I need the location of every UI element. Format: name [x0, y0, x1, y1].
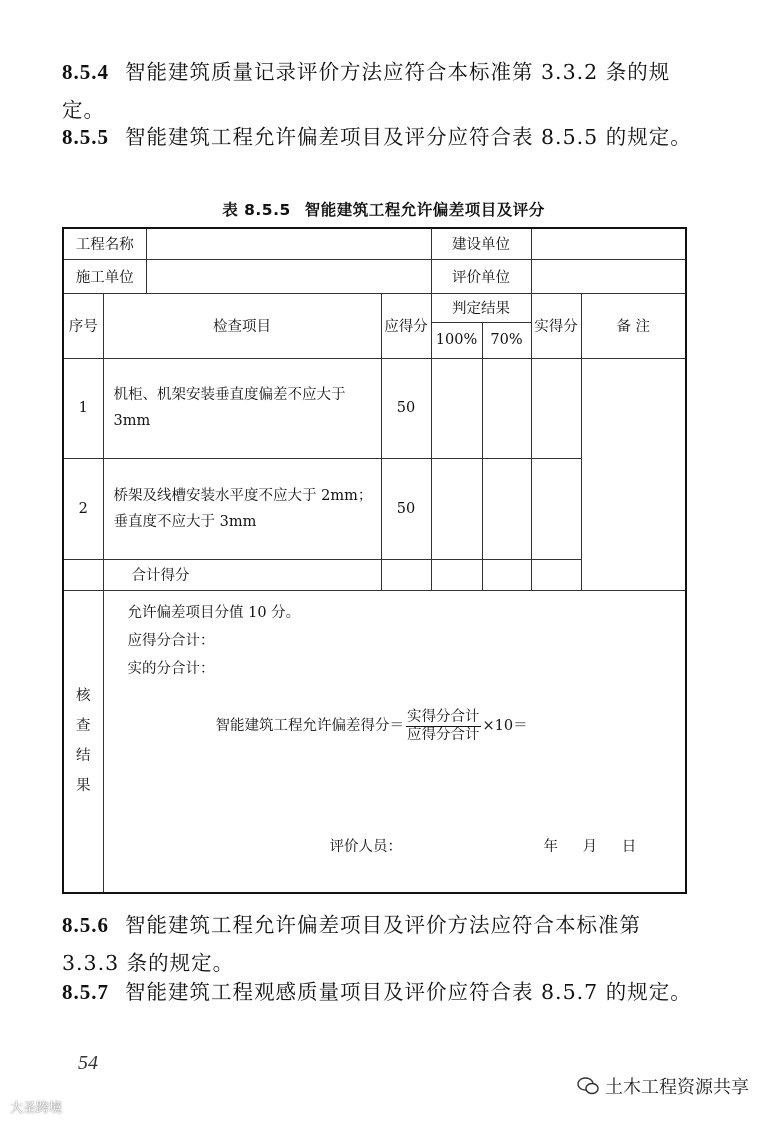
clause-number: 8.5.7 [62, 980, 109, 1004]
row-actual [531, 458, 581, 559]
row-seq: 1 [63, 358, 103, 458]
result-row [63, 590, 686, 893]
item-header: 检查项目 [103, 293, 381, 358]
total-seq [63, 559, 103, 590]
evaluator-value [531, 259, 686, 293]
result-line: 允许偏差项目分值 10 分。 [127, 604, 301, 621]
clause-8-5-7 [62, 973, 702, 1011]
info-row-1 [63, 228, 686, 259]
formula-fraction [406, 709, 481, 744]
owner-value [531, 228, 686, 259]
formula-numerator: 实得分合计 [407, 708, 480, 725]
result-side-char: 查 [76, 718, 91, 735]
evaluator-label: 评价单位 [431, 259, 531, 293]
clause-8-5-5 [62, 118, 702, 156]
result-side-text [64, 681, 103, 801]
pct70-header: 70% [482, 322, 531, 358]
result-line: 应得分合计： [127, 632, 215, 649]
table-row [63, 358, 686, 458]
row-pct100 [431, 458, 482, 559]
header-row-1 [63, 293, 686, 322]
total-pct100 [431, 559, 482, 590]
evaluation-table [62, 227, 687, 894]
total-label: 合计得分 [103, 559, 381, 590]
remarks-cell [581, 358, 686, 590]
seq-header: 序号 [63, 293, 103, 358]
clause-number: 8.5.4 [62, 60, 109, 84]
clause-text: 智能建筑工程观感质量项目及评价应符合表 8.5.7 的规定。 [125, 980, 692, 1004]
formula-suffix: ×10＝ [482, 718, 528, 734]
row-score: 50 [381, 458, 431, 559]
clause-text: 智能建筑质量记录评价方法应符合本标准第 3.3.2 条的规定。 [62, 60, 671, 122]
formula-denominator: 应得分合计 [407, 726, 480, 743]
judgement-header: 判定结果 [431, 293, 531, 322]
table-caption-title: 智能建筑工程允许偏差项目及评分 [304, 201, 545, 219]
watermark-left: 大圣跨境 [10, 1101, 63, 1116]
result-side-char: 果 [76, 778, 91, 795]
pct100-header: 100% [431, 322, 482, 358]
project-name-value [146, 228, 431, 259]
row-item: 桥架及线槽安装水平度不应大于 2mm；垂直度不应大于 3mm [103, 458, 381, 559]
due-score-header: 应得分 [381, 293, 431, 358]
row-pct100 [431, 358, 482, 458]
row-score: 50 [381, 358, 431, 458]
clause-8-5-6 [62, 906, 702, 982]
clause-text: 智能建筑工程允许偏差项目及评价方法应符合本标准第 3.3.3 条的规定。 [62, 913, 641, 975]
row-item: 机柜、机架安装垂直度偏差不应大于 3mm [103, 358, 381, 458]
result-cell [103, 590, 686, 893]
table-caption-number: 表 8.5.5 [222, 201, 291, 219]
row-pct70 [482, 358, 531, 458]
total-due [381, 559, 431, 590]
formula-prefix: 智能建筑工程允许偏差得分＝ [215, 718, 404, 734]
contractor-value [146, 259, 431, 293]
row-actual [531, 358, 581, 458]
clause-number: 8.5.6 [62, 913, 109, 937]
total-pct70 [482, 559, 531, 590]
table-caption [0, 198, 767, 220]
row-seq: 2 [63, 458, 103, 559]
contractor-label: 施工单位 [63, 259, 146, 293]
score-formula [216, 709, 528, 744]
result-side-char: 结 [76, 748, 91, 765]
info-row-2 [63, 259, 686, 293]
remarks-header: 备 注 [581, 293, 686, 358]
watermark-right [577, 1073, 749, 1099]
clause-number: 8.5.5 [62, 125, 109, 149]
project-name-label: 工程名称 [63, 228, 146, 259]
date-label: 年 月 日 [543, 838, 637, 855]
page-number: 54 [78, 1052, 98, 1074]
result-side-label [63, 590, 103, 893]
result-side-char: 核 [76, 688, 91, 705]
signature-label: 评价人员： [329, 838, 402, 855]
watermark-right-text: 土木工程资源共享 [605, 1077, 749, 1098]
clause-text: 智能建筑工程允许偏差项目及评分应符合表 8.5.5 的规定。 [125, 125, 692, 149]
total-actual [531, 559, 581, 590]
result-line: 实的分合计： [127, 660, 215, 677]
owner-label: 建设单位 [431, 228, 531, 259]
actual-score-header: 实得分 [531, 293, 581, 358]
chat-bubble-icon [577, 1076, 599, 1096]
row-pct70 [482, 458, 531, 559]
